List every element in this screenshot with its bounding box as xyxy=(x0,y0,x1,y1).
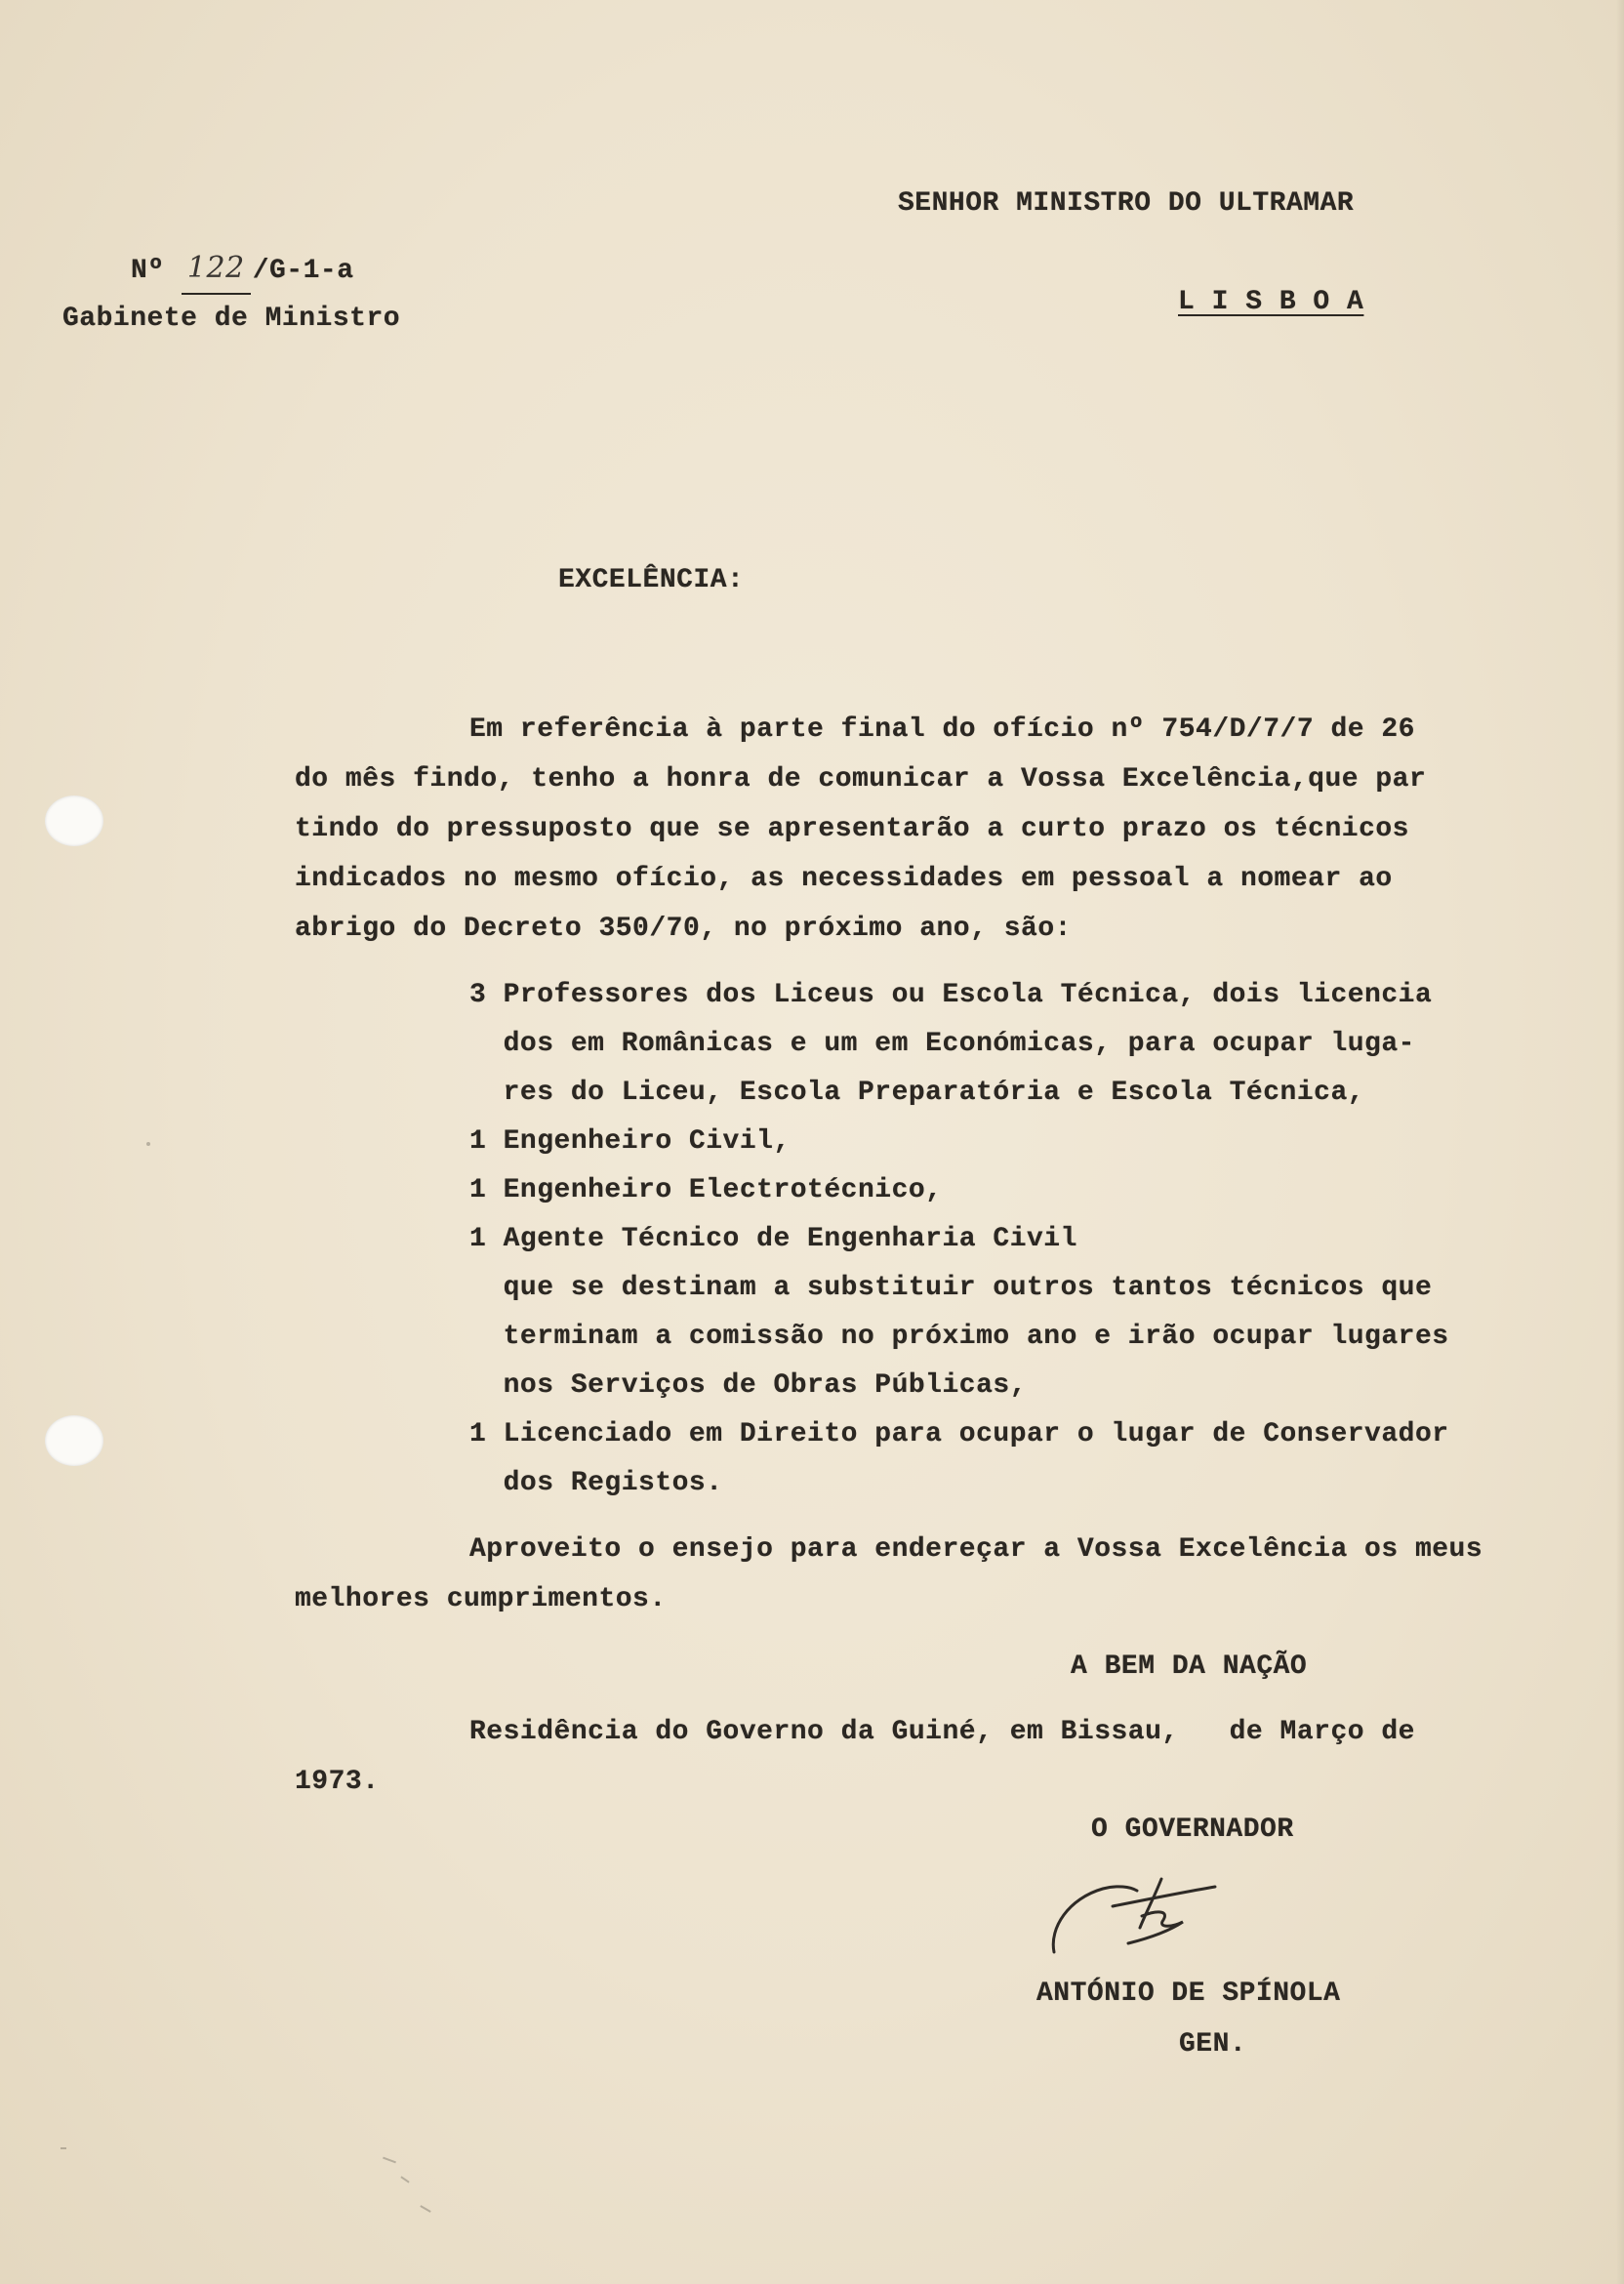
list-line-4: 1 Engenheiro Civil, xyxy=(469,1126,791,1157)
body-line-1: Em referência à parte final do ofício nº 754/D/7/7 de 26 xyxy=(469,714,1415,745)
salutation: EXCELÊNCIA: xyxy=(558,565,745,595)
signatory-name: ANTÓNIO DE SPÍNOLA xyxy=(1036,1978,1341,2009)
punch-hole-top xyxy=(45,795,103,846)
reference-prefix: Nº xyxy=(131,256,165,286)
closing-line-2: melhores cumprimentos. xyxy=(295,1584,667,1614)
motto: A BEM DA NAÇÃO xyxy=(1071,1652,1308,1682)
ink-speck xyxy=(420,2205,430,2213)
list-line-11: dos Registos. xyxy=(469,1468,723,1498)
body-line-5: abrigo do Decreto 350/70, no próximo ano, são: xyxy=(295,914,1072,944)
list-line-1: 3 Professores dos Liceus ou Escola Técnica, dois licencia xyxy=(469,980,1433,1010)
date-year: 1973. xyxy=(295,1767,380,1797)
list-line-8: terminam a comissão no próximo ano e irão ocupar lugares xyxy=(469,1322,1449,1352)
addressee-title: SENHOR MINISTRO DO ULTRAMAR xyxy=(898,188,1355,219)
body-line-4: indicados no mesmo ofício, as necessidades em pessoal a nomear ao xyxy=(295,864,1393,894)
addressee-city: L I S B O A xyxy=(1178,287,1364,317)
ink-speck xyxy=(383,2157,396,2164)
list-line-7: que se destinam a substituir outros tantos técnicos que xyxy=(469,1273,1433,1303)
closing-line-1: Aproveito o ensejo para endereçar a Vossa Excelência os meus xyxy=(469,1534,1483,1565)
body-line-3: tindo do pressuposto que se apresentarão a curto prazo os técnicos xyxy=(295,814,1409,844)
ink-speck xyxy=(400,2176,409,2182)
ink-speck xyxy=(61,2147,66,2149)
signatory-rank: GEN. xyxy=(1179,2029,1247,2060)
reference-handwritten-number: 122 xyxy=(182,244,251,295)
reference-number xyxy=(131,244,354,296)
punch-hole-bottom xyxy=(45,1415,103,1466)
list-line-9: nos Serviços de Obras Públicas, xyxy=(469,1370,1027,1401)
signature-role: O GOVERNADOR xyxy=(1091,1815,1294,1845)
handwritten-signature xyxy=(1044,1859,1239,1967)
department-name: Gabinete de Ministro xyxy=(62,304,401,334)
reference-suffix: /G-1-a xyxy=(252,256,354,286)
list-line-2: dos em Românicas e um em Económicas, para ocupar luga- xyxy=(469,1029,1415,1059)
body-line-2: do mês findo, tenho a honra de comunicar a Vossa Excelência,que par xyxy=(295,764,1427,795)
paper-edge-shadow xyxy=(1616,0,1624,2284)
ink-speck xyxy=(146,1142,150,1146)
list-line-10: 1 Licenciado em Direito para ocupar o lugar de Conservador xyxy=(469,1419,1449,1449)
place-date-line: Residência do Governo da Guiné, em Bissau, de Março de xyxy=(469,1717,1415,1747)
list-line-3: res do Liceu, Escola Preparatória e Escola Técnica, xyxy=(469,1078,1365,1108)
list-line-5: 1 Engenheiro Electrotécnico, xyxy=(469,1175,943,1205)
list-line-6: 1 Agente Técnico de Engenharia Civil xyxy=(469,1224,1077,1254)
